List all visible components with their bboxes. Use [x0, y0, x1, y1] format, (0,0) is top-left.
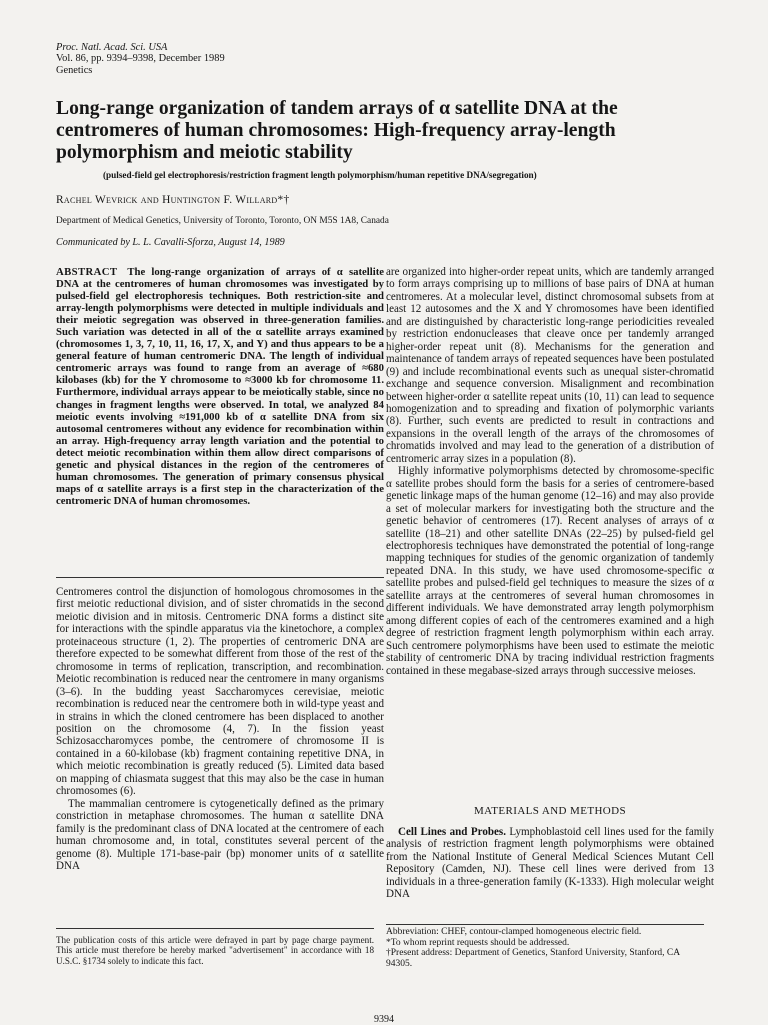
page-number: 9394 [374, 1014, 394, 1025]
methods-text: Lymphoblastoid cell lines used for the family analysis of restriction fragment length polymorphisms were obtained from the National Institute of General Medical Sciences Mutant Cell Repository (Camden, NJ). These cell lines were derived from 13 individuals in a three-generation family (K-1333). High molecular weight DNA [386, 826, 714, 901]
intro-left-column [56, 586, 384, 872]
abstract-divider [56, 577, 384, 578]
footnotes [386, 927, 704, 970]
journal-name: Proc. Natl. Acad. Sci. USA [56, 42, 168, 53]
paragraph [386, 826, 714, 901]
volume-line: Vol. 86, pp. 9394–9398, December 1989 [56, 53, 225, 65]
footnote-divider-left [56, 928, 374, 929]
affiliation: Department of Medical Genetics, University of Toronto, Toronto, ON M5S 1A8, Canada [56, 216, 389, 226]
footnote-address: †Present address: Department of Genetics, Stanford University, Stanford, CA 94305. [386, 948, 680, 970]
abstract-label: ABSTRACT [56, 266, 118, 278]
authors: Rachel Wevrick and Huntington F. Willard*† [56, 194, 290, 206]
journal-section: Genetics [56, 64, 93, 76]
paragraph: Highly informative polymorphisms detected by chromosome-specific α satellite probes should form the basis for a series of centromere-based genetic linkage maps of the human genome (12–16) and may also provide a set of molecular markers for investigating both the structure and the genetic behavior of centromeres (17). Recent analyses of arrays of α satellite (18–21) and other satellite DNAs (22–25) by pulsed-field gel electrophoresis techniques have demonstrated the potential of long-range mapping techniques for studies of the genomic organization of tandemly repeated DNA. In this study, we have used chromosome-specific α satellite probes and pulsed-field gel techniques to measure the sizes of α satellite arrays at the centromeres of several human chromosomes in different individuals. We have demonstrated array length polymorphism among different copies of each of the centromeres examined and a high degree of restriction fragment length polymorphism within each array. Such centromere polymorphisms have been used to estimate the meiotic stability of centromeric DNA by tracing individual restriction fragments contained in these megabase-sized arrays through successive meioses. [386, 465, 714, 677]
footnote-divider-right [386, 924, 704, 925]
runin-heading: Cell Lines and Probes. [398, 826, 506, 838]
article-title: Long-range organization of tandem arrays of α satellite DNA at the centromeres of human chromosomes: High-frequency array-length polymorphism and meiotic stability [56, 98, 618, 163]
paragraph: The mammalian centromere is cytogenetically defined as the primary constriction in metaphase chromosomes. The human α satellite DNA family is the predominant class of DNA located at the centromere of each human chromosome and, in total, constitutes several percent of the genome (8). Multiple 171-base-pair (bp) monomer units of α satellite DNA [56, 797, 384, 872]
paragraph: are organized into higher-order repeat units, which are tandemly arranged to form arrays comprising up to millions of base pairs of DNA at human centromeres. At a molecular level, distinct chromosomal subsets from at least 12 autosomes and the X and Y chromosomes have been identified and are distinguished by characteristic long-range periodicities revealed by restriction endonucleases that cleave once per tandemly arranged higher-order repeat unit (8). Mechanisms for the generation and maintenance of tandem arrays of repeated sequences have been postulated (9) and include recombinational events such as unequal sister-chromatid exchange and sequence conversion. Misalignment and recombination between higher-order α satellite repeat units (10, 11) can lead to sequence homogenization and to spreading and fixation of polymorphic variants (8). Further, such events are predicted to result in contractions and expansions in the overall length of the arrays of the chromosomes of chromatids involved and may lead to the generation of a distribution of centromeric array sizes in a population (8). [386, 266, 714, 465]
keywords: (pulsed-field gel electrophoresis/restriction fragment length polymorphism/human repetitive DNA/segregation) [103, 170, 537, 180]
methods-heading: MATERIALS AND METHODS [473, 805, 627, 817]
publication-cost-note: The publication costs of this article were defrayed in part by page charge payment. This article must therefore be hereby marked "advertisement" in accordance with 18 U.S.C. §1734 solely to indicate this fact. [56, 935, 374, 966]
methods-paragraph [386, 826, 714, 901]
abstract-text: The long-range organization of arrays of α satellite DNA at the centromeres of human chromosomes was investigated by pulsed-field gel electrophoresis techniques. Both restriction-site and array-length polymorphisms were detected in multiple individuals and their meiotic segregation was observed in three-generation families. Such variation was detected in all of the α satellite arrays examined (chromosomes 1, 3, 7, 10, 11, 16, 17, X, and Y) and thus appears to be a general feature of human centromeric DNA. The length of individual centromeric arrays was found to range from an average of ≈680 kilobases (kb) for the Y chromosome to ≈3000 kb for chromosome 11. Furthermore, individual arrays appear to be meiotically stable, since no changes in fragment lengths were observed. In total, we analyzed 84 meiotic events involving ≈191,000 kb of α satellite DNA from six autosomal centromeres without any evidence for recombination within an array. High-frequency array length variation and the potential to detect meiotic recombination within them allow direct comparisons of genetic and physical distances in the region of the centromeres of human chromosomes. The generation of primary consensus physical maps of α satellite arrays is a first step in the characterization of the centromeric DNA of human chromosomes. [56, 266, 384, 507]
intro-right-column [386, 266, 714, 677]
footnote-abbreviation: Abbreviation: CHEF, contour-clamped homogeneous electric field. [386, 927, 642, 937]
footnote-correspondence: *To whom reprint requests should be addressed. [386, 937, 570, 948]
paragraph: Centromeres control the disjunction of homologous chromosomes in the first meiotic reductional division, and of sister chromatids in the second meiotic division and in mitosis. Centromeric DNA forms a distinct site for interactions with the spindle apparatus via the kinetochore, a complex proteinaceous structure (1, 2). The properties of centromeric DNA are therefore expected to be somewhat different from those of the rest of the chromosome in terms of replication, transcription, and recombination. Meiotic recombination is reduced near the centromere in many organisms (3–6). In the budding yeast Saccharomyces cerevisiae, meiotic recombination is reduced near the centromere both in wild-type yeast and in strains in which the cloned centromere has been displaced to another position on the chromosome (4, 7). In the fission yeast Schizosaccharomyces pombe, the centromere of chromosome II is contained in a 60-kilobase (kb) fragment containing repetitive DNA, in which meiotic recombination is greatly reduced (5). Limited data based on mapping of chiasmata suggest that this may also be the case in human chromosomes (6). [56, 586, 384, 798]
journal-header [56, 42, 225, 76]
abstract [56, 266, 384, 507]
communicated-by: Communicated by L. L. Cavalli-Sforza, August 14, 1989 [56, 237, 285, 248]
